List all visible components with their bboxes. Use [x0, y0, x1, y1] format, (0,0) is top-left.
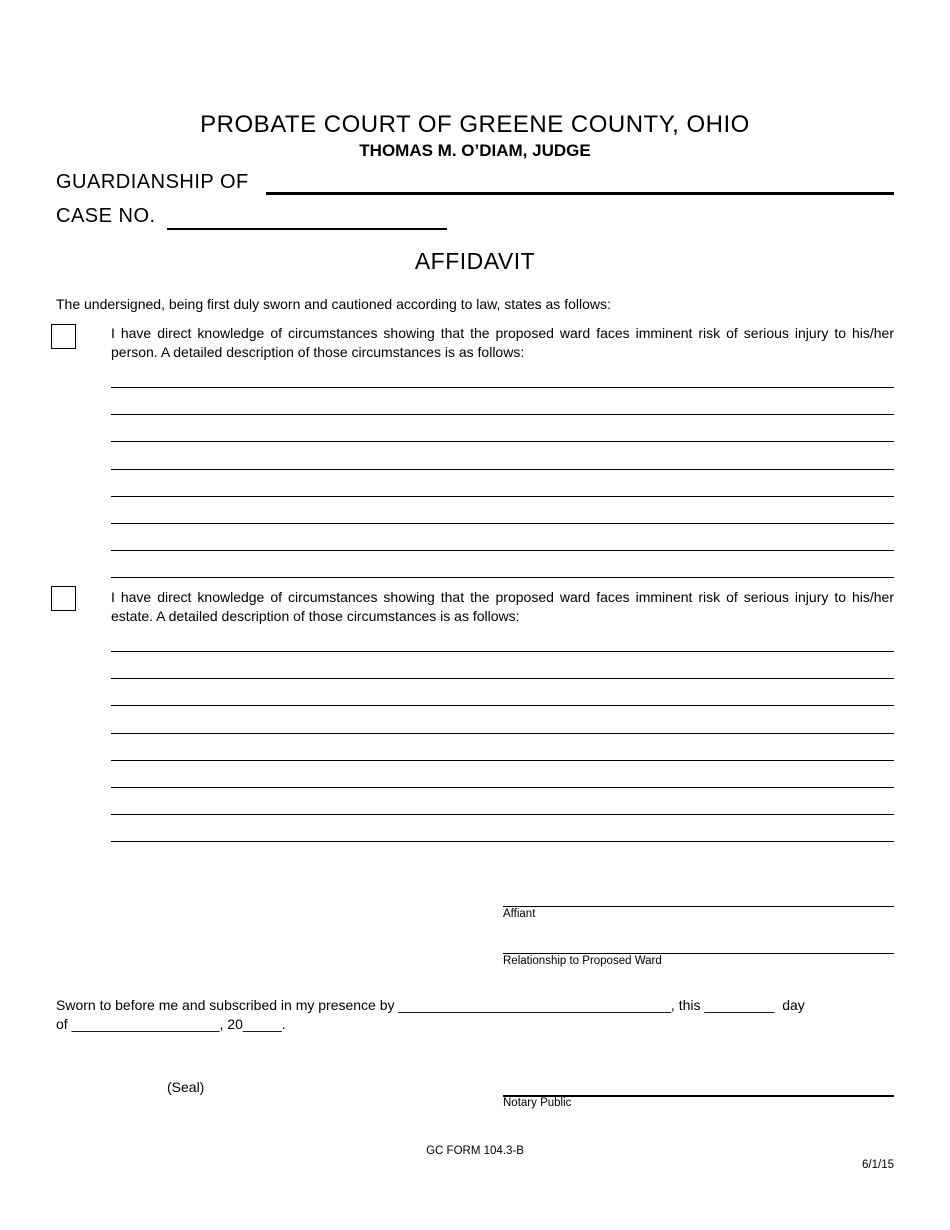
document-title: AFFIDAVIT: [414, 248, 536, 274]
description-line[interactable]: [111, 469, 894, 470]
form-number: GC FORM 104.3-B: [426, 1145, 524, 1157]
description-line[interactable]: [111, 814, 894, 815]
estate-risk-checkbox[interactable]: [51, 586, 76, 611]
person-risk-text: I have direct knowledge of circumstances showing that the proposed ward faces imminent risk of serious injury to his/her person. A detailed description of those circumstances is as follows:: [111, 325, 894, 360]
description-line[interactable]: [111, 523, 894, 524]
affiant-signature-line[interactable]: [503, 906, 894, 907]
guardianship-label: GUARDIANSHIP OF: [56, 171, 249, 193]
description-line[interactable]: [111, 705, 894, 706]
description-line[interactable]: [111, 733, 894, 734]
description-line[interactable]: [111, 760, 894, 761]
person-risk-checkbox[interactable]: [51, 324, 76, 349]
form-date: 6/1/15: [862, 1159, 894, 1171]
jurat-line-1: Sworn to before me and subscribed in my presence by ___________________________________, this _________ day: [56, 997, 805, 1013]
intro-text: The undersigned, being first duly sworn and cautioned according to law, states as follows:: [56, 296, 611, 312]
description-line[interactable]: [111, 550, 894, 551]
description-line[interactable]: [111, 651, 894, 652]
description-line[interactable]: [111, 414, 894, 415]
jurat-line-2: of ___________________, 20_____.: [56, 1016, 286, 1032]
relationship-label: Relationship to Proposed Ward: [503, 955, 662, 967]
description-line[interactable]: [111, 577, 894, 578]
relationship-line[interactable]: [503, 953, 894, 954]
court-title: PROBATE COURT OF GREENE COUNTY, OHIO: [200, 111, 750, 138]
description-line[interactable]: [111, 841, 894, 842]
notary-label: Notary Public: [503, 1097, 572, 1109]
judge-name: THOMAS M. O’DIAM, JUDGE: [359, 141, 591, 160]
estate-risk-text: I have direct knowledge of circumstances showing that the proposed ward faces imminent risk of serious injury to his/her estate. A detailed description of those circumstances is as follows:: [111, 589, 894, 624]
guardianship-input[interactable]: [266, 192, 894, 195]
description-line[interactable]: [111, 387, 894, 388]
case-no-input[interactable]: [167, 228, 447, 230]
description-line[interactable]: [111, 678, 894, 679]
case-no-label: CASE NO.: [56, 205, 156, 227]
affiant-label: Affiant: [503, 908, 536, 920]
description-line[interactable]: [111, 441, 894, 442]
seal-label: (Seal): [167, 1079, 205, 1095]
description-line[interactable]: [111, 496, 894, 497]
description-line[interactable]: [111, 787, 894, 788]
